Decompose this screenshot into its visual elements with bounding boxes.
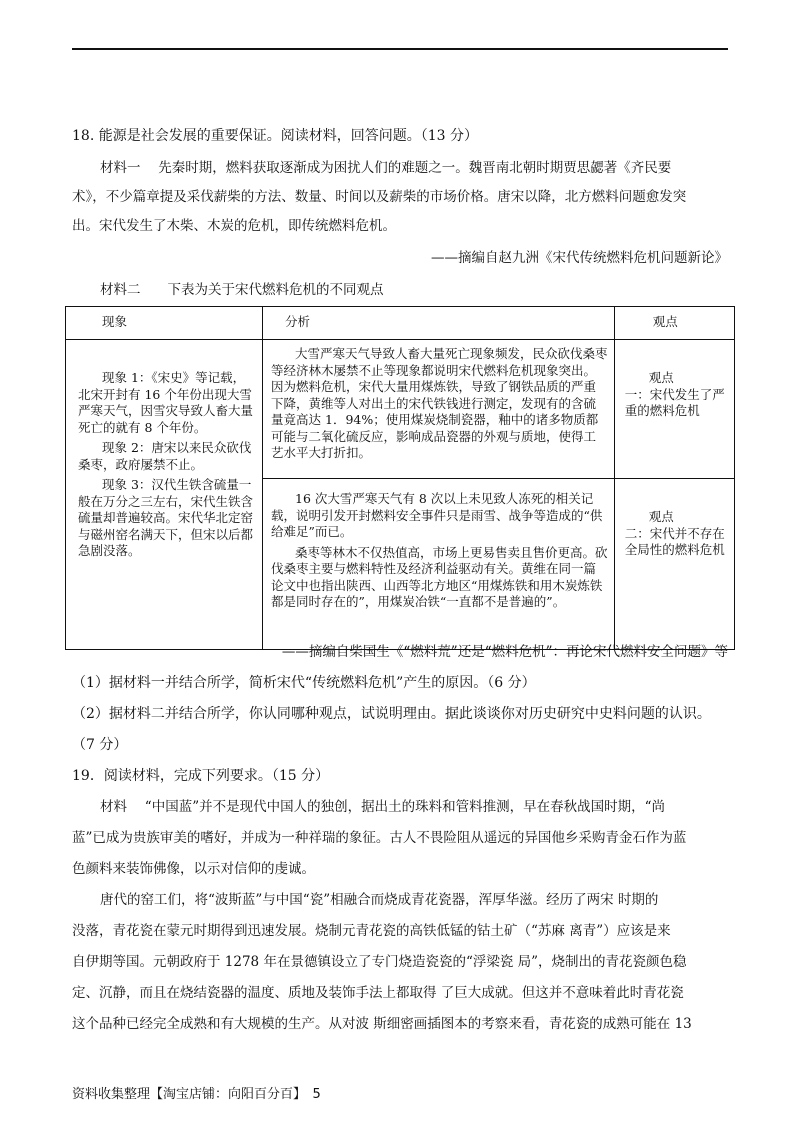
view-2-label: 观点 [648,509,674,524]
phenomenon-1: 现象 1：《宋史》等记载，北宋开封有 16 个年份出现大雪严寒天气，因雪灾导致人畜大量死亡的就有 8 个年份。 [78,370,254,435]
q19-line-5: 没落，青花瓷在蒙元时期得到迅速发展。烧制元青花瓷的高铁低锰的钴土矿（“苏麻 离青”）应该是来 [72,923,671,939]
analysis-2b: 桑枣等林木不仅热值高，市场上更易售卖且售价更高。砍伐桑枣主要与燃料特性及经济利益驱动有关。黄维在同一篇论文中也指出陕西、山西等北方地区“用煤炼铁和用木炭炼铁都是同时存在的”，用煤炭冶铁“一直都不是普遍的”。 [271,544,608,609]
header-view: 观点 [652,314,678,329]
analysis-cell-2 [263,479,615,650]
q19-line-4: 唐代的窑工们，将“波斯蓝”与中国“瓷”相融合而烧成青花瓷器，浑厚华滋。经历了两宋 时期的 [100,892,659,908]
q19-line-1: 材料 “中国蓝”并不是现代中国人的独创，据出土的珠料和管料推测，早在春秋战国时期，“尚 [100,799,665,815]
top-rule [72,48,728,50]
header-analysis: 分析 [285,314,311,329]
view-2-text: 二：宋代并不存在全局性的燃料危机 [624,525,725,557]
view-1-text: 一：宋代发生了严重的燃料危机 [624,386,725,418]
phenomenon-3: 现象 3：汉代生铁含硫量一般在万分之三左右，宋代生铁含硫量却普遍较高。宋代华北定窑与磁州窑名满天下，但宋以后都急剧没落。 [78,477,254,558]
q19-line-6: 自伊期等国。元朝政府于 1278 年在景德镇设立了专门烧造瓷瓷的“浮梁瓷 局”，烧制出的青花瓷颜色稳 [72,954,687,970]
view-cell-1 [614,340,734,479]
q18-title: 18. 能源是社会发展的重要保证。阅读材料，回答问题。（13 分） [72,128,478,144]
analysis-2a: 16 次大雪严寒天气有 8 次以上未见致人冻死的相关记载，说明引发开封燃料安全事件只是雨雪、战争等造成的“供给难足”而已。 [271,491,603,539]
q18-sub-question-1: （1）据材料一并结合所学，简析宋代“传统燃料危机”产生的原因。（6 分） [72,675,536,691]
analysis-1: 大雪严寒天气导致人畜大量死亡现象频发，民众砍伐桑枣等经济林木屡禁不止等现象都说明宋代燃料危机现象突出。因为燃料危机，宋代大量用煤炼铁，导致了钢铁品质的严重下降，黄维等人对出土的宋代铁钱进行测定，发现有的含硫量竟高达 1．94%；使用煤炭烧制瓷器，釉中的诸多物质都可能与二氧化硫反应，影响成品瓷器的外观与质地，使得工艺水平大打折扣。 [271,346,608,460]
view-cell-2 [614,479,734,650]
view-1-label: 观点 [648,370,674,385]
material-2-intro: 材料二 下表为关于宋代燃料危机的不同观点 [100,282,384,298]
table-row [66,340,735,479]
q19-line-2: 蓝”已成为贵族审美的嗜好，并成为一种祥瑞的象征。古人不畏险阻从遥远的异国他乡采购青金石作为蓝 [72,830,687,846]
header-phenomenon: 现象 [102,314,128,329]
material-1-line-2: 术》，不少篇章提及采伐薪柴的方法、数量、时间以及薪柴的市场价格。唐宋以降，北方燃料问题愈发突 [72,189,687,205]
page-footer: 资料收集整理【淘宝店铺：向阳百分百】 5 [72,1087,321,1102]
viewpoints-table [65,306,735,650]
phenomenon-2: 现象 2：唐宋以来民众砍伐桑枣，政府屡禁不止。 [78,440,252,472]
q19-line-3: 色颜料来装饰佛像，以示对信仰的虔诚。 [72,861,315,877]
phenomena-cell [66,340,263,650]
table-header-row [66,307,735,340]
q18-sub-question-2: （2）据材料二并结合所学，你认同哪种观点，试说明理由。据此谈谈你对历史研究中史料问题的认识。 [72,706,711,722]
material-1-line-1: 材料一 先秦时期，燃料获取逐渐成为困扰人们的难题之一。魏晋南北朝时期贾思勰著《齐民要 [100,160,672,176]
q19-title: 19．阅读材料，完成下列要求。（15 分） [72,768,330,784]
analysis-cell-1 [263,340,615,479]
material-1-line-3: 出。宋代发生了木柴、木炭的危机，即传统燃料危机。 [72,218,396,234]
material-2-source: ——摘编自柴国生《“燃料荒”还是“燃料危机”：再论宋代燃料安全问题》等 [281,644,728,660]
q19-line-8: 这个品种已经完全成熟和有大规模的生产。从对波 斯细密画插图本的考察来看，青花瓷的成熟可能在 13 [72,1016,692,1032]
material-1-source: ——摘编自赵九洲《宋代传统燃料危机问题新论》 [431,250,728,266]
q19-line-7: 定、沉静，而且在烧结瓷器的温度、质地及装饰手法上都取得 了巨大成就。但这并不意味着此时青花瓷 [72,985,684,1001]
q18-sub-question-2-score: （7 分） [72,737,128,753]
